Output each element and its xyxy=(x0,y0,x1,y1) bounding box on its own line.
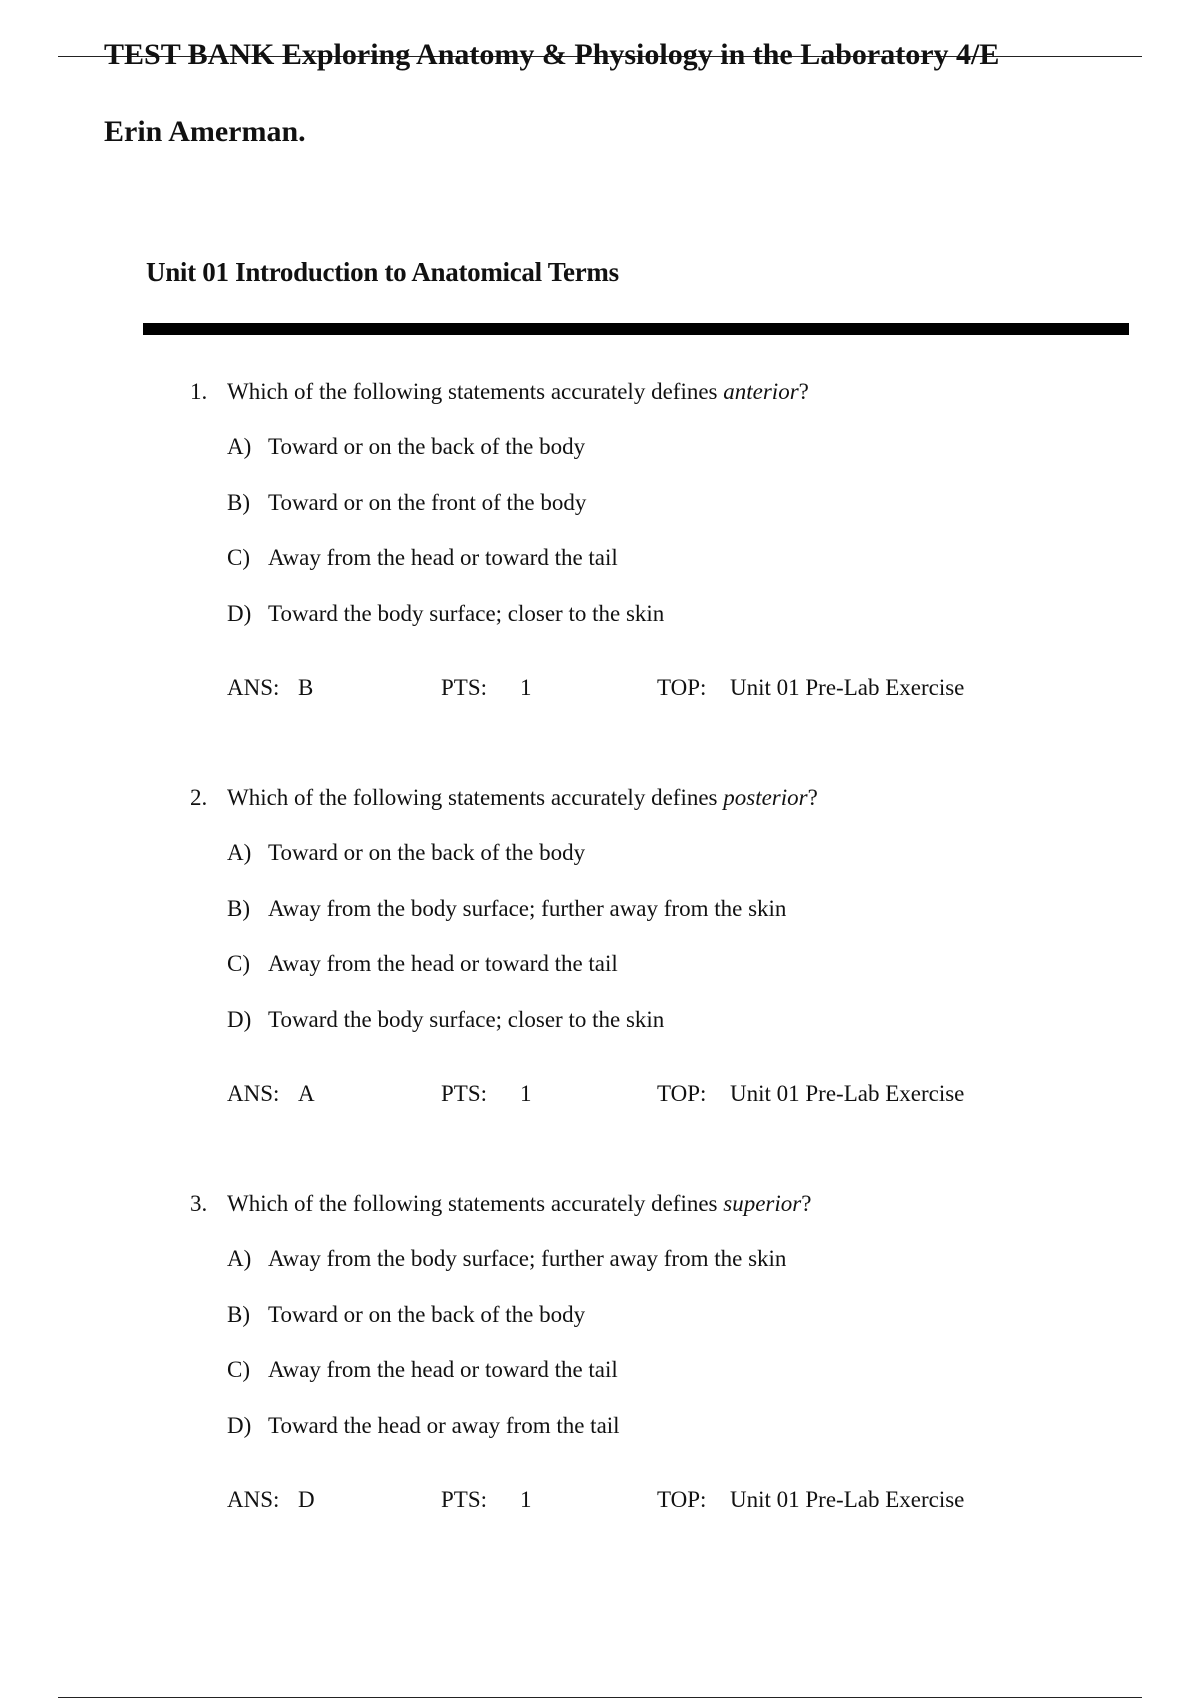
option-letter: B) xyxy=(227,489,250,515)
option-a xyxy=(227,839,786,895)
answer-metadata xyxy=(227,674,1027,704)
option-text: Toward or on the back of the body xyxy=(268,1301,586,1327)
option-letter: D) xyxy=(227,1006,252,1032)
option-a xyxy=(227,433,664,489)
footer-rule xyxy=(58,1697,1142,1698)
points-value: 1 xyxy=(520,675,532,700)
answer-value: A xyxy=(298,1081,315,1106)
topic-value: Unit 01 Pre-Lab Exercise xyxy=(730,1081,965,1106)
option-letter: A) xyxy=(227,1246,252,1271)
question-number: 3. xyxy=(190,1191,208,1216)
option-text: Toward the body surface; closer to the skin xyxy=(268,600,665,626)
topic: TOP: Unit 01 Pre-Lab Exercise xyxy=(657,1487,965,1512)
option-letter: B) xyxy=(227,1301,250,1327)
option-text: Toward the body surface; closer to the skin xyxy=(268,1006,665,1032)
answer-metadata xyxy=(227,1486,1027,1516)
option-c xyxy=(227,1356,786,1412)
option-d xyxy=(227,1006,786,1062)
answer-key: ANS: B xyxy=(227,675,314,700)
answer-options xyxy=(227,1245,786,1467)
points: PTS: 1 xyxy=(441,1081,532,1106)
document-author: Erin Amerman. xyxy=(104,115,306,148)
option-text: Away from the head or toward the tail xyxy=(268,545,618,570)
option-c xyxy=(227,544,664,600)
option-text: Toward or on the back of the body xyxy=(268,840,586,865)
points-value: 1 xyxy=(520,1487,532,1512)
topic: TOP: Unit 01 Pre-Lab Exercise xyxy=(657,675,965,700)
answer-value: B xyxy=(298,675,314,700)
question-number: 2. xyxy=(190,785,208,810)
option-d xyxy=(227,600,664,656)
option-text: Away from the head or toward the tail xyxy=(268,951,618,976)
option-letter: C) xyxy=(227,951,250,976)
question-stem xyxy=(190,784,818,812)
option-c xyxy=(227,950,786,1006)
question-text: Which of the following statements accurately defines xyxy=(227,1191,724,1216)
topic-value: Unit 01 Pre-Lab Exercise xyxy=(730,1487,965,1512)
points: PTS: 1 xyxy=(441,675,532,700)
question-number: 1. xyxy=(190,379,208,404)
points-value: 1 xyxy=(520,1081,532,1106)
option-a xyxy=(227,1245,786,1301)
question-term: posterior xyxy=(723,785,808,810)
option-letter: C) xyxy=(227,1357,250,1382)
answer-options xyxy=(227,433,664,655)
option-letter: D) xyxy=(227,600,252,626)
option-b xyxy=(227,489,664,545)
question-term: anterior xyxy=(723,379,799,404)
option-letter: B) xyxy=(227,895,250,921)
option-letter: C) xyxy=(227,545,250,570)
question-text: Which of the following statements accurately defines xyxy=(227,785,724,810)
option-d xyxy=(227,1412,786,1468)
option-b xyxy=(227,1301,786,1357)
option-letter: A) xyxy=(227,434,252,459)
question-3 xyxy=(0,1190,1200,1550)
unit-title: Unit 01 Introduction to Anatomical Terms xyxy=(146,257,619,287)
topic: TOP: Unit 01 Pre-Lab Exercise xyxy=(657,1081,965,1106)
option-b xyxy=(227,895,786,951)
question-mark: ? xyxy=(798,379,809,404)
answer-options xyxy=(227,839,786,1061)
question-2 xyxy=(0,784,1200,1144)
question-mark: ? xyxy=(807,785,818,810)
document-title: TEST BANK Exploring Anatomy & Physiology in the Laboratory 4/E xyxy=(104,38,1000,71)
option-text: Away from the head or toward the tail xyxy=(268,1357,618,1382)
topic-value: Unit 01 Pre-Lab Exercise xyxy=(730,675,965,700)
option-text: Toward or on the front of the body xyxy=(268,489,587,515)
answer-key: ANS: A xyxy=(227,1081,315,1106)
answer-value: D xyxy=(298,1487,315,1512)
option-letter: D) xyxy=(227,1412,252,1438)
option-text: Toward the head or away from the tail xyxy=(268,1412,620,1438)
option-text: Toward or on the back of the body xyxy=(268,434,586,459)
answer-metadata xyxy=(227,1080,1027,1110)
question-mark: ? xyxy=(801,1191,812,1216)
option-text: Away from the body surface; further away from the skin xyxy=(268,1246,787,1271)
question-term: superior xyxy=(723,1191,802,1216)
question-stem xyxy=(190,378,809,406)
question-stem xyxy=(190,1190,811,1218)
answer-key: ANS: D xyxy=(227,1487,315,1512)
question-text: Which of the following statements accurately defines xyxy=(227,379,724,404)
unit-divider xyxy=(143,323,1129,335)
points: PTS: 1 xyxy=(441,1487,532,1512)
option-letter: A) xyxy=(227,840,252,865)
question-1 xyxy=(0,378,1200,738)
option-text: Away from the body surface; further away from the skin xyxy=(268,895,787,921)
